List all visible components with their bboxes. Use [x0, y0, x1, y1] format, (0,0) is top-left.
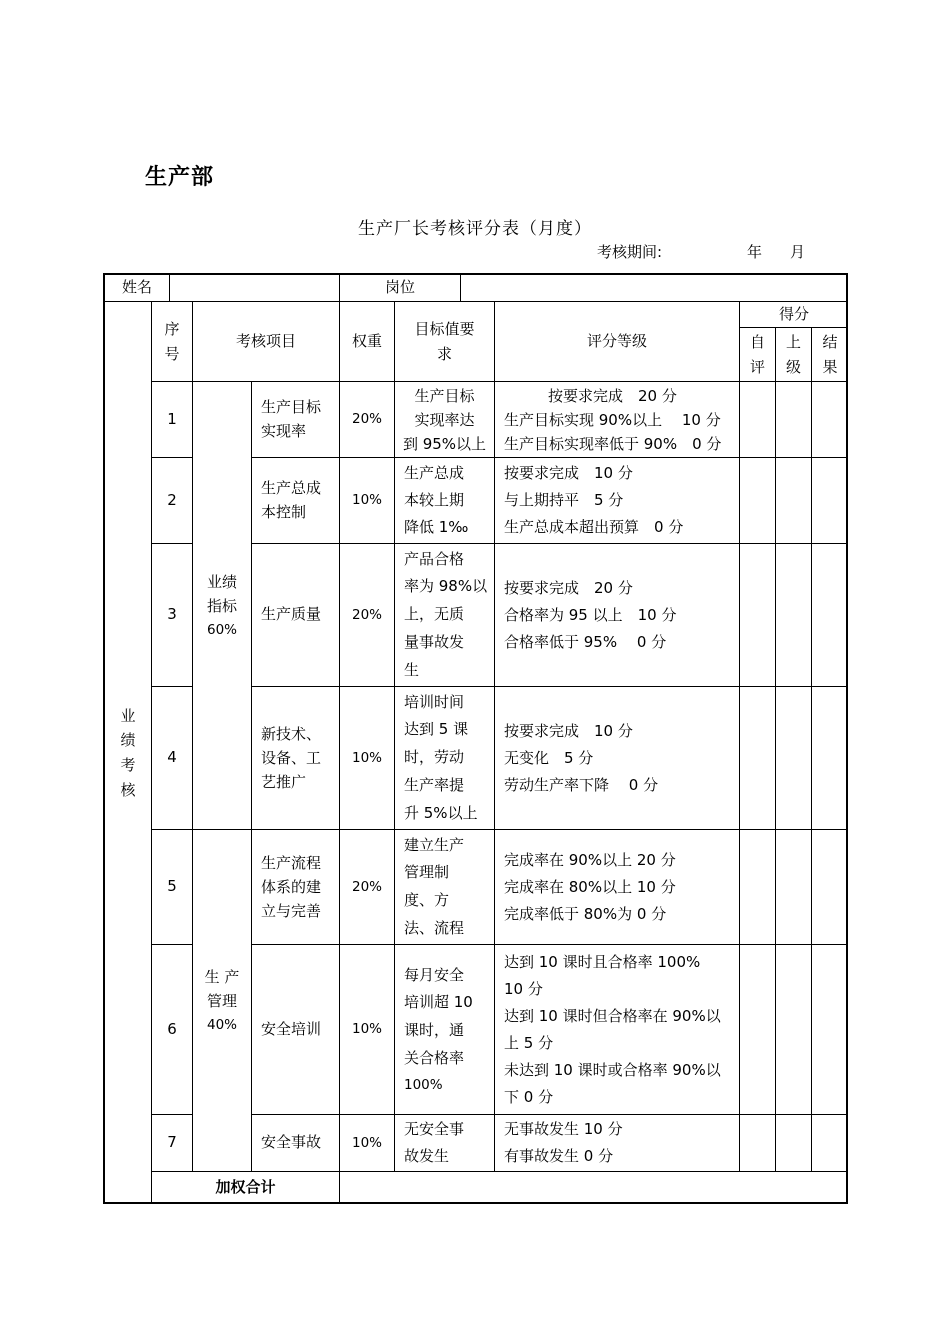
post-label: 岗位	[384, 278, 415, 297]
row-6-superior-score[interactable]	[776, 945, 812, 1115]
row-4-superior-score[interactable]	[776, 687, 812, 830]
row-7-superior-score[interactable]	[776, 1115, 812, 1172]
row-4-result-score[interactable]	[812, 687, 848, 830]
row-6-item: 安全培训	[252, 945, 340, 1115]
col-self-header: 自 评	[740, 328, 776, 382]
row-5-superior-score[interactable]	[776, 830, 812, 945]
row-1-target: 生产目标 实现率达 到 95%以上	[395, 382, 495, 458]
row-7-self-score[interactable]	[740, 1115, 776, 1172]
col-target-header: 目标值要 求	[395, 302, 495, 382]
assessment-period	[597, 241, 806, 262]
name-value-cell[interactable]	[170, 275, 340, 302]
row-7-grading: 无事故发生 10 分 有事故发生 0 分	[495, 1115, 740, 1172]
name-label-cell	[105, 275, 170, 302]
row-6-self-score[interactable]	[740, 945, 776, 1115]
row-7-weight: 10%	[340, 1115, 395, 1172]
row-2-seq: 2	[152, 458, 193, 544]
row-1-superior-score[interactable]	[776, 382, 812, 458]
row-1-self-score[interactable]	[740, 382, 776, 458]
col-weight-header: 权重	[340, 302, 395, 382]
row-4-item: 新技术、 设备、工 艺推广	[252, 687, 340, 830]
row-2-self-score[interactable]	[740, 458, 776, 544]
row-2-grading: 按要求完成 10 分 与上期持平 5 分 生产总成本超出预算 0 分	[495, 458, 740, 544]
col-item-header: 考核项目	[193, 302, 340, 382]
row-3-weight: 20%	[340, 544, 395, 687]
row-4-target: 培训时间 达到 5 课 时，劳动 生产率提 升 5%以上	[395, 687, 495, 830]
name-label: 姓名	[121, 278, 152, 297]
row-2-superior-score[interactable]	[776, 458, 812, 544]
col-score-header: 得分	[740, 302, 848, 328]
weighted-total-label: 加权合计	[215, 1178, 276, 1197]
row-3-grading: 按要求完成 20 分 合格率为 95 以上 10 分 合格率低于 95% 0 分	[495, 544, 740, 687]
col-superior-header: 上 级	[776, 328, 812, 382]
row-6-grading: 达到 10 课时且合格率 100% 10 分 达到 10 课时但合格率在 90%以 上 5 分 未达到 10 课时或合格率 90%以 下 0 分	[495, 945, 740, 1115]
row-6-weight: 10%	[340, 945, 395, 1115]
group-management-cell	[193, 830, 252, 1172]
row-5-self-score[interactable]	[740, 830, 776, 945]
group-performance-cell	[193, 382, 252, 830]
group-performance-label: 业绩 指标 60%	[206, 572, 237, 639]
row-3-result-score[interactable]	[812, 544, 848, 687]
row-5-weight: 20%	[340, 830, 395, 945]
assessment-table	[103, 273, 848, 1204]
row-2-target: 生产总成 本较上期 降低 1‰	[395, 458, 495, 544]
weighted-total-value-cell[interactable]	[340, 1172, 848, 1204]
col-grading-header: 评分等级	[495, 302, 740, 382]
row-7-target: 无安全事 故发生	[395, 1115, 495, 1172]
row-5-result-score[interactable]	[812, 830, 848, 945]
col-seq-header: 序 号	[152, 302, 193, 382]
period-year-label: 年	[747, 243, 763, 261]
col-result-header: 结 果	[812, 328, 848, 382]
row-3-self-score[interactable]	[740, 544, 776, 687]
section-label-cell	[105, 302, 152, 1204]
row-4-grading: 按要求完成 10 分 无变化 5 分 劳动生产率下降 0 分	[495, 687, 740, 830]
row-4-self-score[interactable]	[740, 687, 776, 830]
row-2-result-score[interactable]	[812, 458, 848, 544]
row-1-seq: 1	[152, 382, 193, 458]
row-1-weight: 20%	[340, 382, 395, 458]
row-2-item: 生产总成 本控制	[252, 458, 340, 544]
row-3-target: 产品合格 率为 98%以 上，无质 量事故发 生	[395, 544, 495, 687]
row-1-grading: 按要求完成 20 分 生产目标实现 90%以上 10 分 生产目标实现率低于 90% 0 分	[495, 382, 740, 458]
row-6-target: 每月安全 培训超 10 课时，通 关合格率 100%	[395, 945, 495, 1115]
row-5-item: 生产流程 体系的建 立与完善	[252, 830, 340, 945]
row-4-weight: 10%	[340, 687, 395, 830]
row-5-grading: 完成率在 90%以上 20 分 完成率在 80%以上 10 分 完成率低于 80%为 0 分	[495, 830, 740, 945]
row-5-target: 建立生产 管理制 度、方 法、流程	[395, 830, 495, 945]
post-value-cell[interactable]	[461, 275, 848, 302]
weighted-total-label-cell	[152, 1172, 340, 1204]
department-heading: 生产部	[145, 165, 215, 190]
row-4-seq: 4	[152, 687, 193, 830]
row-3-seq: 3	[152, 544, 193, 687]
period-label: 考核期间:	[597, 243, 663, 261]
period-month-label: 月	[790, 243, 806, 261]
group-management-label: 生 产 管理 40%	[204, 967, 240, 1034]
row-6-result-score[interactable]	[812, 945, 848, 1115]
section-label: 业 绩 考 核	[120, 706, 136, 799]
row-3-superior-score[interactable]	[776, 544, 812, 687]
row-7-result-score[interactable]	[812, 1115, 848, 1172]
row-6-seq: 6	[152, 945, 193, 1115]
post-label-cell	[340, 275, 461, 302]
row-7-item: 安全事故	[252, 1115, 340, 1172]
row-1-item: 生产目标 实现率	[252, 382, 340, 458]
form-title: 生产厂长考核评分表（月度）	[358, 219, 592, 239]
row-5-seq: 5	[152, 830, 193, 945]
row-7-seq: 7	[152, 1115, 193, 1172]
row-3-item: 生产质量	[252, 544, 340, 687]
row-2-weight: 10%	[340, 458, 395, 544]
row-1-result-score[interactable]	[812, 382, 848, 458]
